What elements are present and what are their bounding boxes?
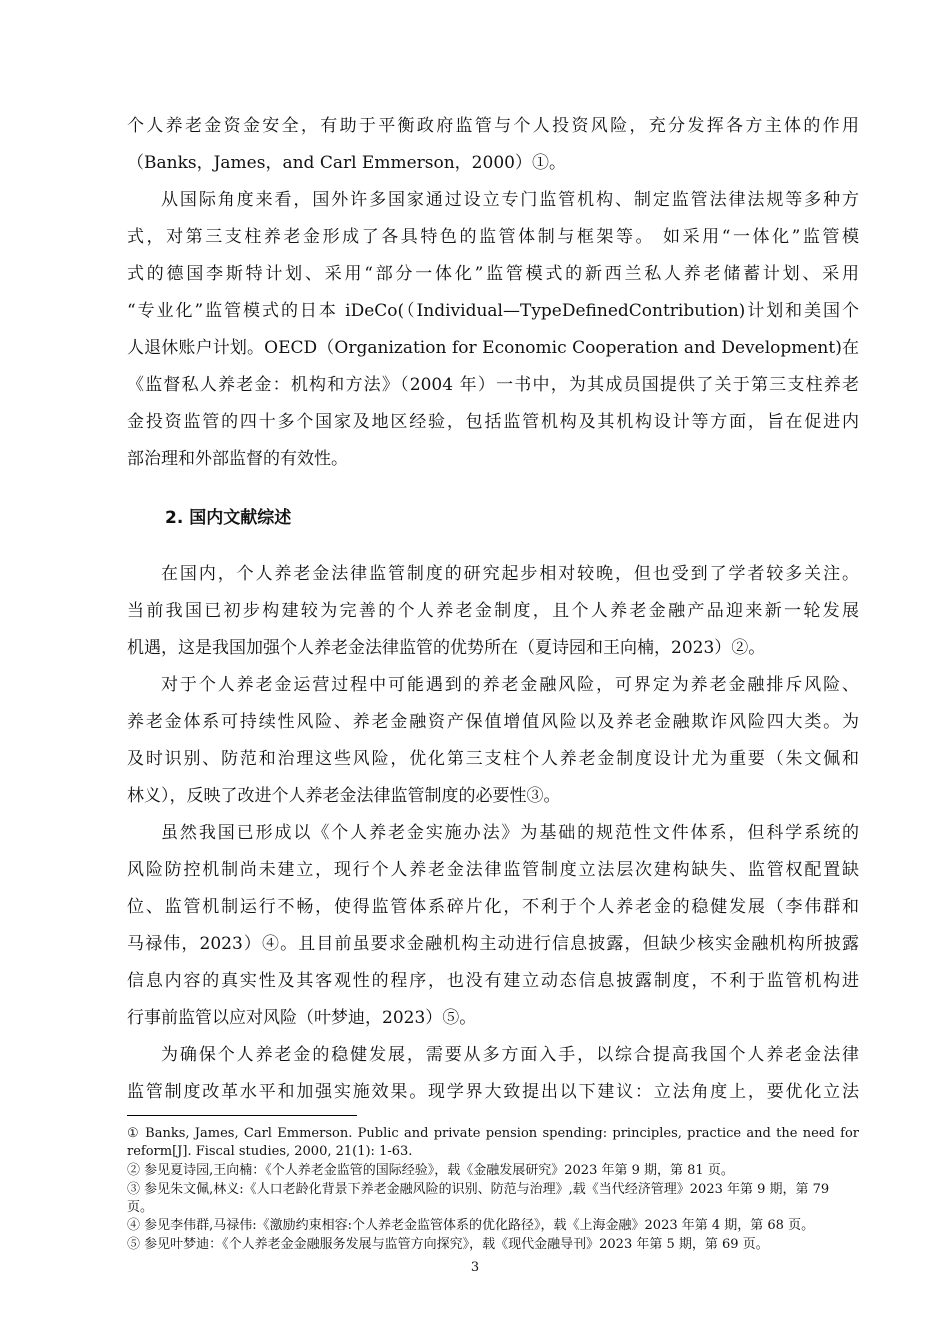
body-line: 式，对第三支柱养老金形成了各具特色的监管体制与框架等。 如采用“一体化”监管模 [127, 227, 859, 247]
body-line: 风险防控机制尚未建立，现行个人养老金法律监管制度立法层次建构缺失、监管权配置缺 [127, 860, 859, 880]
body-line: 式的德国李斯特计划、采用“部分一体化”监管模式的新西兰私人养老储蓄计划、采用 [127, 264, 859, 284]
page-number: 3 [470, 1260, 480, 1275]
footnote-separator [127, 1115, 357, 1116]
footnote-5: ⑤ 参见叶梦迪：《个人养老金金融服务发展与监管方向探究》，载《现代金融导刊》2023 年第 5 期，第 69 页。 [127, 1237, 769, 1252]
body-line: 金投资监管的四十多个国家及地区经验，包括监管机构及其机构设计等方面，旨在促进内 [127, 412, 859, 432]
body-line: 及时识别、防范和治理这些风险，优化第三支柱个人养老金制度设计尤为重要（朱文佩和 [127, 749, 859, 769]
body-line: 当前我国已初步构建较为完善的个人养老金制度，且个人养老金融产品迎来新一轮发展 [127, 601, 859, 621]
body-line: 《监督私人养老金：机构和方法》（2004 年）一书中，为其成员国提供了关于第三支柱养老 [127, 375, 859, 395]
footnote-3-cont: 页。 [127, 1200, 154, 1215]
body-line: 在国内，个人养老金法律监管制度的研究起步相对较晚，但也受到了学者较多关注。 [161, 564, 859, 584]
body-line: 个人养老金资金安全，有助于平衡政府监管与个人投资风险，充分发挥各方主体的作用 [127, 116, 859, 136]
body-line: 养老金体系可持续性风险、养老金融资产保值增值风险以及养老金融欺诈风险四大类。为 [127, 712, 859, 732]
body-line: 机遇，这是我国加强个人养老金法律监管的优势所在（夏诗园和王向楠，2023）②。 [127, 638, 766, 658]
body-line: （Banks，James，and Carl Emmerson，2000）①。 [127, 153, 566, 173]
body-line: 林义），反映了改进个人养老金法律监管制度的必要性③。 [127, 786, 561, 806]
body-line: 行事前监管以应对风险（叶梦迪，2023）⑤。 [127, 1008, 477, 1028]
body-line: 信息内容的真实性及其客观性的程序，也没有建立动态信息披露制度，不利于监管机构进 [127, 971, 859, 991]
body-line: 监管制度改革水平和加强实施效果。现学界大致提出以下建议：立法角度上，要优化立法 [127, 1082, 859, 1102]
body-line: 人退休账户计划。OECD（Organization for Economic Cooperation and Development)在 [127, 338, 859, 358]
body-line: 马禄伟，2023）④。且目前虽要求金融机构主动进行信息披露，但缺少核实金融机构所披露 [127, 934, 859, 954]
body-line: 对于个人养老金运营过程中可能遇到的养老金融风险，可界定为养老金融排斥风险、 [161, 675, 859, 695]
body-line: 部治理和外部监督的有效性。 [127, 449, 348, 469]
body-line: 从国际角度来看，国外许多国家通过设立专门监管机构、制定监管法律法规等多种方 [161, 190, 859, 210]
body-line: 虽然我国已形成以《个人养老金实施办法》为基础的规范性文件体系，但科学系统的 [161, 823, 859, 843]
section-heading: 2. 国内文献综述 [165, 508, 292, 528]
body-line: 为确保个人养老金的稳健发展，需要从多方面入手，以综合提高我国个人养老金法律 [161, 1045, 859, 1065]
footnote-3: ③ 参见朱文佩,林义:《人口老龄化背景下养老金融风险的识别、防范与治理》,载《当代经济管理》2023 年第 9 期，第 79 [127, 1182, 830, 1197]
footnote-1: ① Banks, James, Carl Emmerson. Public and private pension spending: principles, practice and the need for [127, 1126, 859, 1141]
footnote-1-cont: reform[J]. Fiscal studies, 2000, 21(1): 1-63. [127, 1144, 413, 1159]
footnote-4: ④ 参见李伟群,马禄伟:《激励约束相容:个人养老金监管体系的优化路径》，载《上海金融》2023 年第 4 期，第 68 页。 [127, 1218, 815, 1233]
body-line: “专业化”监管模式的日本 iDeCo(（Individual—TypeDefinedContribution)计划和美国个 [127, 301, 859, 321]
body-line: 位、监管机制运行不畅，使得监管体系碎片化，不利于个人养老金的稳健发展（李伟群和 [127, 897, 859, 917]
footnote-2: ② 参见夏诗园,王向楠：《个人养老金监管的国际经验》，载《金融发展研究》2023 年第 9 期，第 81 页。 [127, 1163, 734, 1178]
